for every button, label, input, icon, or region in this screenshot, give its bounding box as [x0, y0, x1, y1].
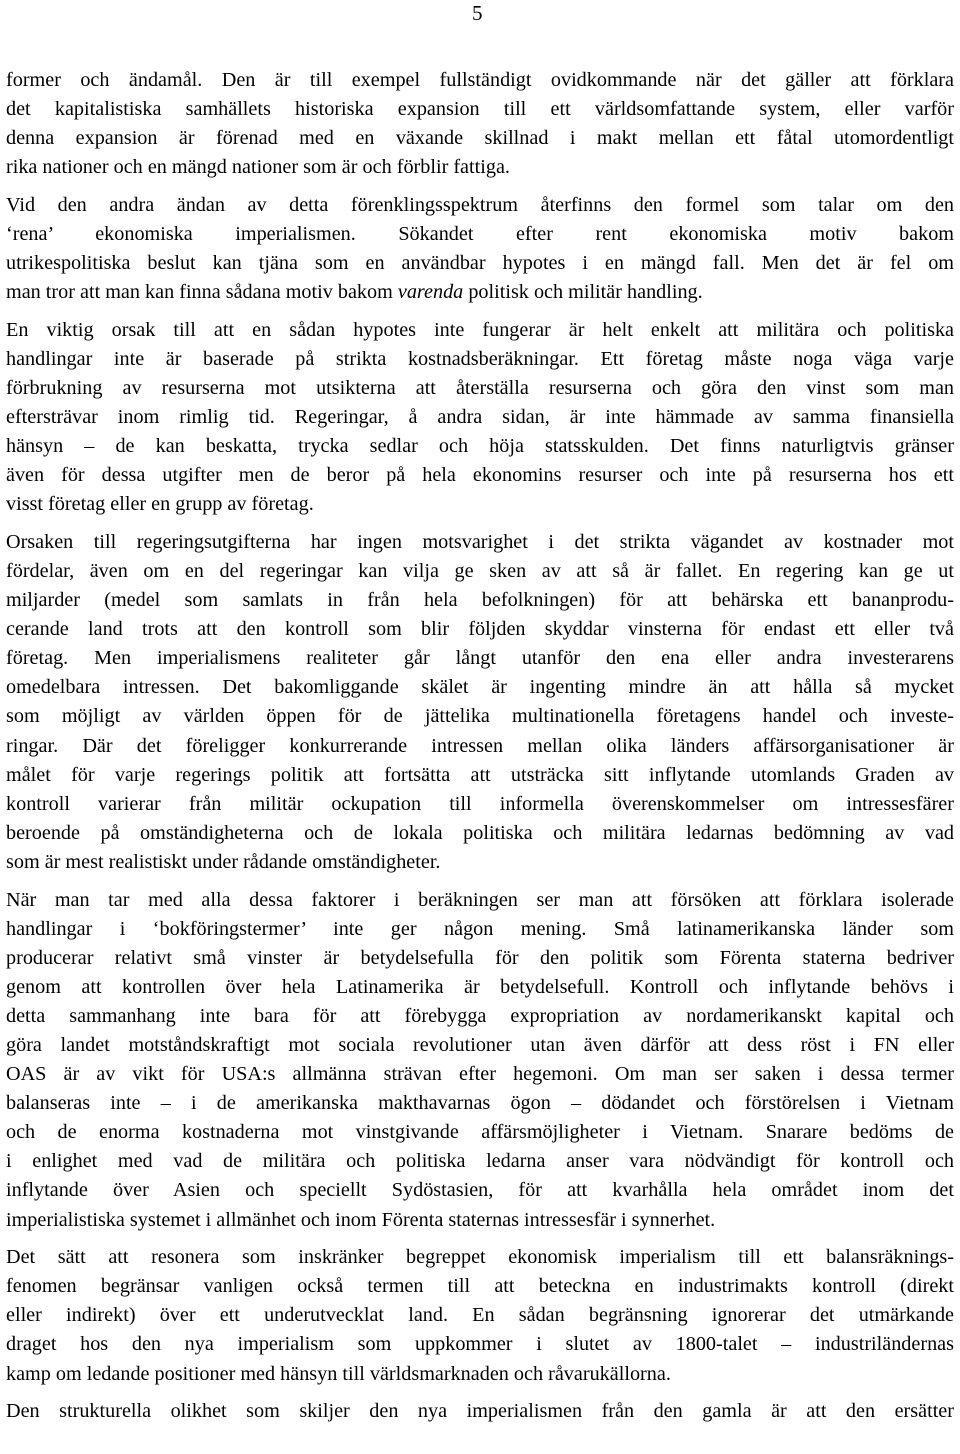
text-line: kamp om ledande positioner med hänsyn till världsmarknaden och råvarukällorna.	[6, 1362, 671, 1385]
text-line: inflytande över Asien och speciellt Sydöstasien, för att kvarhålla hela området inom det	[6, 1179, 954, 1202]
text-line: fördelar, även om en del regeringar kan vilja ge sken av att så är fallet. En regering kan ge ut	[6, 560, 954, 582]
text-line: cerande land trots att den kontroll som blir följden skyddar vinsterna för endast ett eller två	[6, 618, 954, 641]
text-line: När man tar med alla dessa faktorer i beräkningen ser man att försöken att förklara isolerade	[6, 888, 954, 911]
text-line: miljarder (medel som samlats in från hela befolkningen) för att behärska ett bananprodu-	[6, 589, 954, 612]
text-line: former och ändamål. Den är till exempel fullständigt ovidkommande när det gäller att förklara	[6, 69, 954, 91]
text-line: detta sammanhang inte bara för att förebygga expropriation av nordamerikanskt kapital och	[6, 1004, 954, 1027]
page-number: 5	[472, 1, 483, 25]
text-line: balanseras inte – i de amerikanska makthavarnas ögon – dödandet och förstörelsen i Vietnam	[6, 1092, 954, 1115]
paragraph-7	[6, 1397, 954, 1426]
text-segment: man tror att man kan finna sådana motiv bakom	[6, 281, 398, 304]
text-line: Orsaken till regeringsutgifterna har ingen motsvarighet i det strikta vägandet av kostnader mot	[6, 530, 954, 553]
paragraph-1	[6, 66, 954, 182]
text-line: även för dessa utgifter men de beror på hela ekonomins resurser och inte på resurserna hos ett	[6, 464, 954, 487]
text-line: utrikespolitiska beslut kan tjäna som en användbar hypotes i en mängd fall. Men det är fel om	[6, 252, 954, 275]
text-line: som är mest realistiskt under rådande omständigheter.	[6, 850, 441, 873]
paragraph-6	[6, 1243, 954, 1388]
text-line: i enlighet med vad de militära och politiska ledarna anser vara nödvändigt för kontroll och	[6, 1150, 954, 1173]
text-line: OAS är av vikt för USA:s allmänna strävan efter hegemoni. Om man ser saken i dessa termer	[6, 1063, 954, 1086]
text-line: handlingar i ‘bokföringstermer’ inte ger någon mening. Små latinamerikanska länder som	[6, 917, 954, 940]
text-line: Vid den andra ändan av detta förenklingsspektrum återfinns den formel som talar om den	[6, 193, 954, 216]
text-line: som möjligt av världen öppen för de jättelika multinationella företagens handel och investe-	[6, 705, 954, 728]
text-segment: politisk och militär handling.	[463, 281, 703, 304]
text-line: Den strukturella olikhet som skiljer den nya imperialismen från den gamla är att den ersätter	[6, 1400, 954, 1423]
text-line: fenomen begränsar vanligen också termen till att beteckna en industrimakts kontroll (direkt	[6, 1275, 954, 1298]
text-line: visst företag eller en grupp av företag.	[6, 493, 314, 516]
paragraph-3	[6, 316, 954, 520]
text-line: förbrukning av resurserna mot utsikterna att återställa resurserna och göra den vinst som man	[6, 376, 954, 399]
text-line: rika nationer och en mängd nationer som är och förblir fattiga.	[6, 156, 510, 179]
text-line	[6, 278, 954, 307]
text-line: målet för varje regerings politik att fortsätta att utsträcka sitt inflytande utomlands Graden av	[6, 763, 954, 786]
paragraph-2	[6, 191, 954, 307]
text-line: En viktig orsak till att en sådan hypotes inte fungerar är helt enkelt att militära och politiska	[6, 318, 954, 341]
text-line: eftersträvar inom rimlig tid. Regeringar, å andra sidan, är inte hämmade av samma finansiella	[6, 406, 954, 429]
text-line: Det sätt att resonera som inskränker begreppet ekonomisk imperialism till ett balansräknings-	[6, 1246, 954, 1269]
text-line: imperialistiska systemet i allmänhet och inom Förenta staternas intressesfär i synnerhet.	[6, 1208, 716, 1231]
text-line: producerar relativt små vinster är betydelsefulla för den politik som Förenta staterna bedriver	[6, 946, 954, 969]
text-line: denna expansion är förenad med en växande skillnad i makt mellan ett fåtal utomordentligt	[6, 127, 954, 150]
document-body	[6, 66, 954, 1435]
text-line: eller indirekt) över ett underutvecklat land. En sådan begränsning ignorerar det utmärkande	[6, 1304, 954, 1327]
text-line: ‘rena’ ekonomiska imperialismen. Sökandet efter rent ekonomiska motiv bakom	[6, 222, 954, 245]
text-line: företag. Men imperialismens realiteter går långt utanför den ena eller andra investerarens	[6, 647, 954, 670]
text-line: handlingar inte är baserade på strikta kostnadsberäkningar. Ett företag måste noga väga varje	[6, 347, 954, 370]
text-line: det kapitalistiska samhällets historiska expansion till ett världsomfattande system, eller varför	[6, 98, 954, 121]
text-line: göra landet motståndskraftigt mot sociala revolutioner utan även därför att dess röst i FN eller	[6, 1034, 954, 1056]
text-line: och de enorma kostnaderna mot vinstgivande affärsmöjligheter i Vietnam. Snarare bedöms de	[6, 1121, 954, 1144]
text-line: ringar. Där det föreligger konkurrerande intressen mellan olika länders affärsorganisationer är	[6, 734, 954, 757]
emphasized-word: varenda	[397, 281, 464, 304]
text-line: omedelbara intressen. Det bakomliggande skälet är ingenting mindre än att hålla så mycket	[6, 676, 954, 699]
text-line: kontroll varierar från militär ockupation till informella överenskommelser om intressesfärer	[6, 792, 954, 815]
text-line: draget hos den nya imperialism som uppkommer i slutet av 1800-talet – industriländernas	[6, 1333, 954, 1356]
paragraph-5	[6, 886, 954, 1235]
text-line: hänsyn – de kan beskatta, trycka sedlar och höja statsskulden. Det finns naturligtvis gränser	[6, 435, 954, 458]
paragraph-4	[6, 528, 954, 877]
text-line: genom att kontrollen över hela Latinamerika är betydelsefull. Kontroll och inflytande behövs i	[6, 975, 954, 998]
text-line: beroende på omständigheterna och de lokala politiska och militära ledarnas bedömning av vad	[6, 821, 954, 844]
